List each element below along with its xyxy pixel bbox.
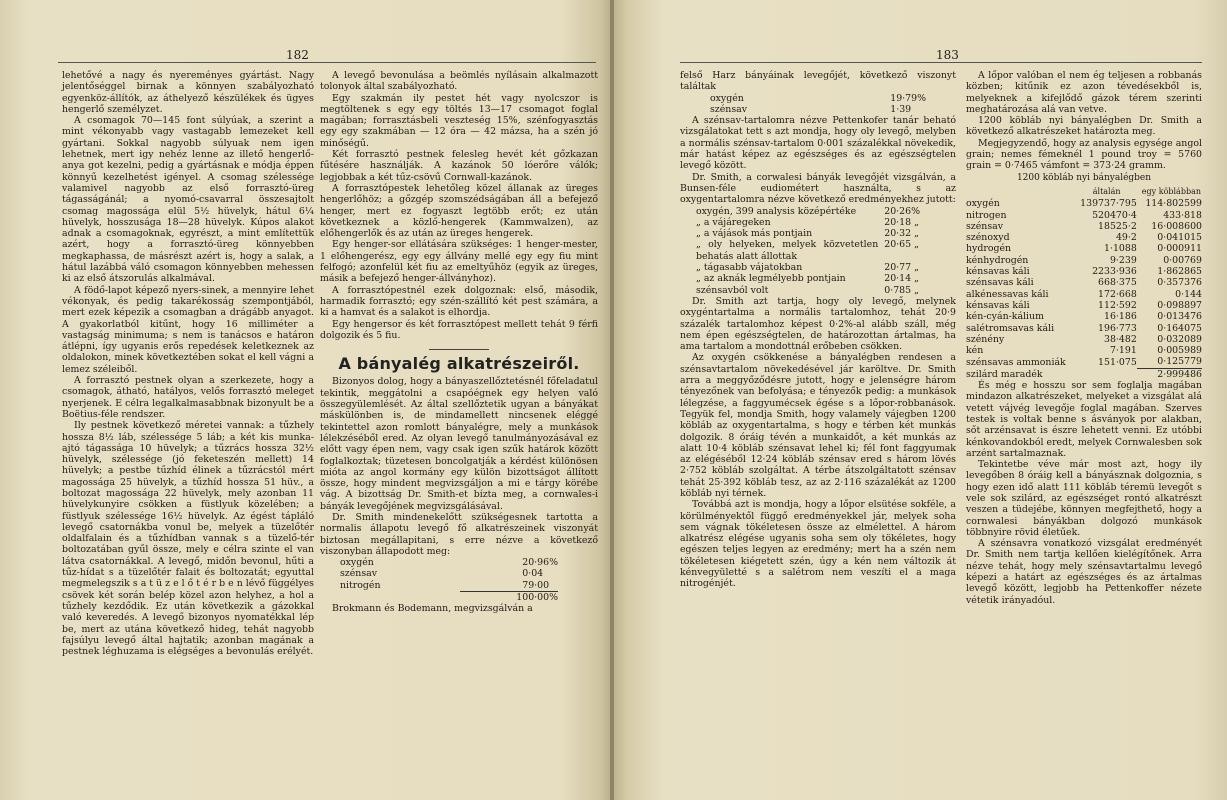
table-label: „ a vájáregeken	[696, 216, 771, 228]
header-rule	[58, 62, 596, 63]
table-label: szénsav	[340, 568, 378, 580]
table-value: 520470·4	[1092, 209, 1137, 221]
residue-value: 2·999486	[1157, 368, 1202, 380]
paragraph: Továbbá azt is mondja, hogy a lőpor elsütése sokféle, a körülményektől függő eredményekkel jár, melyek soha sem vágnak tökéletesen össze az elmélettel. A három alkatrész elégése ugyanis soha sem oly tökéletes, hogy egészen teljes legyen az eredmény; mert ha a szén nem tökéletesen kiégetett szén, úgy a kén nem változik át kénvegyületté s a salétrom nem veszíti el a maga nitrogénjét.	[680, 499, 956, 590]
paragraph: A forrasztópestnél ezek dolgoznak: első, második, harmadik forrasztó; egy szén-szállító két pest számára, a ki a hamvat és a salakot is elhordja.	[320, 284, 598, 319]
table-label: alkénessavas káli	[966, 288, 1049, 300]
table-value: 433·818	[1163, 209, 1202, 221]
table-value: 151·075	[1098, 356, 1137, 368]
table-label: kén-cyán-kálium	[966, 311, 1044, 323]
paragraph: Két forrasztó pestnek felesleg hevét két gőzkazan fűtésére használják. A kazánok 50 lóerőre válók; legjobbak a két tűz-csövű Cornwall-kazánok.	[320, 149, 598, 183]
table-label: „ tágasabb vájatokban	[696, 262, 803, 274]
table-value: 0·164075	[1157, 322, 1202, 334]
right-column-2	[966, 70, 1202, 606]
table-label: oxygén	[340, 557, 374, 569]
paragraph: Egy szakmán ily pestet hét vagy nyolcszor is megtöltenek s egy egy töltés 13—17 csomagot foglal magában; forrasztásbeli veszteség 15%, szénfogyasztás egy egy szakmában — 12 óra — 42 mázsa, ha a szén jó minőségű.	[320, 92, 598, 149]
table-row	[966, 311, 1202, 322]
paragraph: Ily pestnek következő méretei vannak: a tűzhely hossza 8½ láb, szélessége 5 láb; a két kis munka-ajtó tágassága 10 hüvelyk; a tűzrács hossza 32½ hüvelyk, szélessége (jó feketeszén mellett) 14 hüvelyk; a pestbe tűzhíd élinek a tűzrácstól mért magossága 25 hüvelyk, a tűzhíd hossza 51 hüv., a boltozat magossága 22 hüvelyk, mely azonban 11 hüvelykunyire csökken a füstlyuk közelében; a füstlyuk szélessége 16½ hüvelyk. Az égést tápláló levegő csatornákba vonul be, melyek a tüzelőtér oldalfalain és a tűzhídban vannak s a tüzelő-tér boltozatában gyűl össze, mely e célra szinte el van látva csatornákkal. A levegő, midőn bevonul, hűti a tűz-hídat s a tüzelőtér falait és boltozatát; egyuttal megmelegszik s a t ü z e l ő t é r b e n lévő függélyes csövek két során belép közel azon helyhez, a hol a tűzhely kezdődik. Ez után következik a gázokkal való keveredés. A levegő bizonyos nyomatékkal lép be, mert az utána következő hideg, tehát nagyobb fajsúlyu levegő által hajtatik; azonban magának a pestnek léghuzama is elégséges a bevonulás erélyét.	[62, 420, 314, 658]
table-value: 1·1088	[1104, 243, 1137, 255]
left-page	[0, 0, 612, 800]
table-label: szénsav	[966, 220, 1004, 232]
table-value: 0·357376	[1157, 277, 1202, 289]
paragraph: A forrasztó pestnek olyan a szerkezete, hogy a csomagok, átható, hatályos, velős forrasztó meleget nyerjenek. E célra legalkalmasabbnak bizonyult be a Boëtius-féle rendszer.	[62, 375, 314, 420]
paragraph: Brokmann és Bodemann, megvizsgálván a	[332, 603, 533, 615]
table-label: kénhydrogén	[966, 254, 1029, 266]
table-value: 20·77 „	[884, 262, 919, 274]
table-row	[966, 232, 1202, 243]
paragraph: A levegő bevonulása a beömlés nyílásain alkalmazott tolonyok által szabályozható.	[320, 70, 598, 93]
table-value: 7·191	[1109, 345, 1137, 357]
paragraph: Dr. Smith, a corwalesi bányák levegőjét vizsgálván, a Bunsen-féle eudiométert használta, s az oxygentartalomra nézve következő eredményekhez jutott:	[680, 171, 956, 206]
right-page	[614, 0, 1227, 800]
table-value: 139737·795	[1080, 198, 1137, 210]
paragraph: És még e hosszu sor sem foglalja magában mindazon alkatrészeket, melyeket a vizsgálat alá vetett vájvég levegője foglal magában. Szerves testek is voltak benne s ásványok por alakban, sőt arzénsavat is észre lehetett venni. Ez utóbbi kénkovandokból eredt, melyek Cornwalesben sok arzént sartalmaznak.	[966, 380, 1202, 459]
paragraph: A lőpor valóban el nem ég teljesen a robbanás közben; kitűnik ez azon tévedésekből is, melyeknek a kifejlődő gázok térem szerinti meghatározása alá van vetve.	[966, 70, 1202, 115]
table-label: nitrogen	[966, 209, 1007, 221]
table-total: 100·00%	[516, 592, 558, 604]
table-label: „ az aknák legmélyebb pontjain	[696, 273, 846, 285]
table-row	[966, 345, 1202, 356]
table-value: 0·144	[1175, 288, 1202, 300]
table-value: 18525·2	[1098, 220, 1137, 232]
table-label: kénsavas káli	[966, 299, 1030, 311]
table-row	[966, 334, 1202, 345]
table-label: szénsavas káli	[966, 277, 1034, 289]
paragraph: A szénsavra vonatkozó vizsgálat eredményét Dr. Smith nem tartja kellően kielégítőnek. Arra nézve tehát, hogy mely szénsavtartalmu levegő képezi a határt az egészséges és az ártalmas levegő között, legjobb ha Pettenkoffer nézete vétetik irányadóul.	[966, 538, 1202, 606]
right-column-1	[680, 70, 956, 590]
table-value: 668·375	[1098, 277, 1137, 289]
table-row	[966, 277, 1202, 288]
table-label: salétromsavas káli	[966, 322, 1055, 334]
table-value: 19·79%	[890, 92, 926, 104]
table-value: 20·26%	[884, 205, 920, 217]
harz-table	[680, 93, 956, 116]
column-header: egy köblábban	[1141, 186, 1201, 196]
table-label: „ a vájások más pontjain	[696, 228, 813, 240]
gas-analysis-table	[966, 172, 1202, 369]
table-label: oxygén	[966, 198, 1000, 210]
table-value: 0·000911	[1157, 243, 1202, 255]
table-label: kénsavas káli	[966, 266, 1030, 278]
table-value: 79·00	[522, 579, 550, 591]
paragraph: Dr. Smith azt tartja, hogy oly levegő, melynek oxygéntartalma a normális tartalomhoz, tehát 20·9 százalék tartalomhoz képest 0·2%-al alább száll, még nem épen egészségtelen, de határozottan ártalmas, ha ama tartalom a mondottnál erőbeben csökken.	[680, 295, 956, 353]
table-caption: 1200 köbláb nyi bányalégben	[1016, 172, 1152, 183]
table-label: szénsavból volt	[696, 284, 769, 296]
table-value: 172·668	[1098, 288, 1137, 300]
table-row	[966, 300, 1202, 311]
table-value: 1·862865	[1157, 266, 1202, 278]
table-label: szénoxyd	[966, 232, 1010, 244]
residue-row	[966, 369, 1202, 380]
header-rule	[680, 62, 1202, 63]
table-value: 2233·936	[1092, 266, 1137, 278]
table-value: 0·125779	[1137, 356, 1202, 368]
left-column-2	[320, 70, 598, 615]
table-value: 9·239	[1109, 254, 1137, 266]
paragraph: Tekintetbe véve már most azt, hogy ily levegőben 8 óráig kell a bányásznak dolgoznia, s hogy ezen idő alatt 111 köbláb téremü levegőt s vele sok szilárd, az egészséget rontó alkatrészt veszen a tüdejébe, könnyen megfejthető, hogy a cornwalesi bányákban dolgozó munkások többnyire rövid életűek.	[966, 459, 1202, 538]
left-column-1	[62, 70, 314, 657]
paragraph: 1200 köbláb nyi bányalégben Dr. Smith a következő alkatrészeket határozta meg.	[966, 115, 1202, 138]
residue-label: szilárd maradék	[966, 368, 1043, 380]
table-label: szénsavas ammoniák	[966, 356, 1066, 368]
table-value: 16·008600	[1151, 220, 1202, 232]
table-value: 1·39	[890, 103, 912, 115]
table-label: hydrogén	[966, 243, 1012, 255]
table-label: oxygén	[710, 92, 744, 104]
paragraph: Megjegyzendő, hogy az analysis egysége angol grain; nemes fémeknél 1 pound troy = 5760 grain = 0·7465 vámfont = 373·24 gramm.	[966, 137, 1202, 172]
oxygen-results-table	[680, 206, 956, 296]
table-value: 49·2	[1115, 232, 1137, 244]
table-value: 196·773	[1098, 322, 1137, 334]
paragraph: Az oxygén csökkenése a bányalégben rendesen a szénsavtartalom növekedésével jár karöltve. Dr. Smith arra a meggyőződésre jutott, hogy e jelenségre három tényezőnek van befolyása; e tényezők pedig: a munkások lélegzése, a faggyumécsek égése s a lőpor-robbanások. Tegyük fel, mondja Smith, hogy valamely vájegben 1200 köbláb az oxygentartalma, s hogy e térben két munkás dolgozik. 8 óráig tévén a munkaidőt, a két munkás az alatt 10·4 köbláb szénsavat lehel ki; fél font faggyumak az elégéséből 12·24 köbláb szénsav ered s három lövés 2·752 köbláb szolgáltat. A térbe átszolgáltatott szénsav tehát 25·392 köbláb tesz, az az 2·116 százalékát az 1200 köbláb nyi térnek.	[680, 352, 956, 499]
table-label: szénény	[966, 333, 1005, 345]
paragraph: lehetővé a nagy és nyereményes gyártást. Nagy jelentőséggel birnak a könnyen szabályozható egyenköz-állítók, az áthelyező készülékek és ügyes hengerlő személyzet.	[62, 70, 314, 115]
table-value: 20·18 „	[884, 216, 919, 228]
page-number: 183	[936, 48, 959, 62]
section-divider	[429, 349, 489, 350]
paragraph: Dr. Smith mindenekelőtt szükségesnek tartotta a normalis állapotu levegő fő alkatrészeinek viszonyát biztosan megállapitani, s erre nézve a következő viszonyban állapodott meg:	[320, 511, 598, 557]
paragraph: A forrasztópestek lehetőleg közel állanak az üreges hengerlőhöz; a gőzgép szomszédságában áll a befejező henger, mert ez fogyaszt legtöbb erőt; ez után következnek a közlő-hengerek (Kammwalzen), az előhengerlők és az után az üreges hengerek.	[320, 182, 598, 240]
table-label: kén	[966, 345, 984, 357]
table-value: 20·32 „	[884, 228, 919, 240]
table-row	[966, 323, 1202, 334]
paragraph: A szénsav-tartalomra nézve Pettenkofer tanár beható vizsgálatokat tett s azt mondja, hogy oly levegő, melyben a normális szénsav-tartalom 0·001 százalékkal növekedik, már hatást képez az egészséges és az egészségtelen levegő között.	[680, 115, 956, 172]
paragraph: A csomagok 70—145 font súlyúak, a szerint a mint vékonyabb vagy vastagabb lemezeket kell gyártani. Sokkal nagyobb súlyuak nem igen lehetnek, mert igy nehéz lenne az illető hengerlő-anya got kezelni, pedig a gyártásnak e módja éppen könnyű kezelhetést igényel. A csomag szélessége valamivel nagyobb az első forrasztó-üreg tágasságánál; a nyomó-csavarral összesajtolt csomag magossága elül 5½ hüvelyk, hátul 6¼ hüvelyk, hosszusága 18—28 hüvelyk. Kúpos alakot adnak a csomagoknak, egyrészt, a mint említettük azért, hogy a forrasztó-üreg könnyebben megkaphassa, de másrészt azért is, hogy a salak, a hátul lazábbá váló csomagon könnyebben mehessen ki az első átszorulás alkalmával.	[62, 115, 314, 285]
table-label: „ oly helyeken, melyek közvetetlen behatás alatt állottak	[696, 239, 879, 262]
table-value: 0·032089	[1157, 333, 1202, 345]
table-value: 20·14 „	[884, 273, 919, 285]
table-row	[966, 210, 1202, 221]
paragraph: A födő-lapot képező nyers-sinek, a mennyire lehet vékonyak, és pedig takarékosság szempontjából, mert ezek képezik a csomagban a drágább anyagot. A gyakorlatból kitűnt, hogy 16 milliméter a vastagság minimuma; s nem is tanácsos e határon átlépni, így ugyanis erős repedések keletkeznek az oldalokon, minek következtében sokat el kell vágni a lemez széleiből.	[62, 284, 314, 375]
air-composition-table	[320, 557, 598, 591]
table-value: 0·00769	[1163, 254, 1202, 266]
page-number: 182	[286, 48, 309, 62]
column-header: általán	[1092, 186, 1121, 196]
table-value: 20·65 „	[884, 239, 919, 251]
table-row	[966, 356, 1202, 368]
table-row	[966, 266, 1202, 277]
table-row	[966, 243, 1202, 254]
table-value: 0·04	[522, 568, 544, 580]
air-total-row	[320, 592, 598, 603]
table-value: 20·96%	[522, 557, 558, 569]
paragraph: Egy hengersor és két forrasztópest mellett tehát 9 férfi dolgozik és 5 fiu.	[320, 318, 598, 341]
table-row	[966, 255, 1202, 266]
table-label: nitrogén	[340, 579, 381, 591]
table-value: 112·592	[1098, 299, 1137, 311]
paragraph: Egy henger-sor ellátására szükséges: 1 henger-mester, 1 előhengerész, egy egy állvány mellé egy egy fiu mint felfogó; azonfelül két fiu az emeltyűhöz (egyik az üreges, másik a befejező henger-állványhoz).	[320, 239, 598, 285]
table-label: szénsav	[710, 103, 748, 115]
table-value: 0·098897	[1157, 299, 1202, 311]
table-row	[966, 221, 1202, 232]
table-value: 0·005989	[1157, 345, 1202, 357]
paragraph: Bizonyos dolog, hogy a bányaszellőztetésnél főfeladatul tekintik, meggátolni a csapóégnek egy helyen való összegyülemlését. Az által szellőztetik ugyan a bányákat máskülönben is, de mindamellett nincsenek eléggé tekintettel azon romlott bányalégre, mely a munkások lélekzéséből ered. Az olyan levegő tanulmányozásával ez előtt vagy épen nem, vagy csak igen szűk határok között foglalkoztak; tüzetesen boncolgatják a kérdést különösen mióta az angol kormány egy külön bizottságot állított össze, hogy mindent megvizsgáljon a mi e tárgy körébe vág. A bizottság Dr. Smith-et bízta meg, a cornwales-i bányák levegőjének megvizsgálásával.	[320, 376, 598, 512]
section-heading: A bányalég alkatrészeiről.	[338, 354, 580, 374]
table-label: oxygén, 399 analysis középértéke	[696, 205, 857, 217]
table-value: 0·785 „	[884, 284, 919, 296]
table-value: 38·482	[1104, 333, 1137, 345]
table-row	[966, 289, 1202, 300]
table-value: 16·186	[1104, 311, 1137, 323]
table-value: 0·013476	[1157, 311, 1202, 323]
paragraph: felső Harz bányáinak levegőjét, következő viszonyt találtak	[680, 70, 956, 93]
table-value: 114·802599	[1145, 198, 1202, 210]
gas-table-body	[966, 198, 1202, 368]
table-value: 0·041015	[1157, 232, 1202, 244]
table-row	[966, 198, 1202, 209]
